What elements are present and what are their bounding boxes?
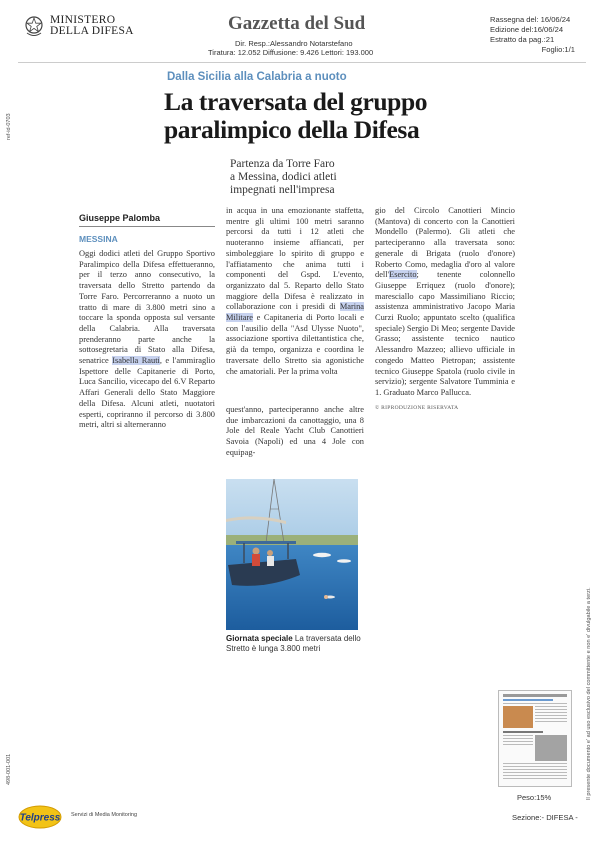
article-dateline: MESSINA <box>79 234 118 244</box>
peso-label: Peso:15% <box>517 793 552 802</box>
ministry-line-2: DELLA DIFESA <box>50 25 134 37</box>
side-code-bottom: 498-001-001 <box>6 753 12 785</box>
page-thumbnail <box>498 690 572 787</box>
highlight-marina-militare: Marina Militare <box>226 302 364 323</box>
copyright-note: © RIPRODUZIONE RISERVATA <box>375 404 459 411</box>
col2-text-a: in acqua in una emozionante staffetta, mentre gli ultimi 100 metri saranno percorsi da tutti i 12 atleti che nuoteranno insieme affiancati, per simboleggiare lo spirito di gruppo e l'affiatamento che anima tutti i componenti del Gspd. L'evento, organizzato dal 5. Reparto dello Stato maggiore della Difesa è realizzato in collaborazione con i presidi di <box>226 206 364 312</box>
headline-line-2: paralimpico della Difesa <box>164 115 420 144</box>
sezione-label: Sezione:- DIFESA - <box>512 813 578 822</box>
article-author: Giuseppe Palomba <box>79 213 161 223</box>
foglio-count: Foglio:1/1 <box>541 45 575 54</box>
servizi-label: Servizi di Media Monitoring <box>71 812 138 818</box>
highlight-isabella-rauti: Isabella Rauti <box>112 356 160 366</box>
ministry-line-1: MINISTERO <box>50 14 116 26</box>
col1-text-b: , e l'ammiraglio Ispettore delle Capitanerie di Porto, Luca Sancilio, vicecapo del 6.V Reparto Affari Generali dello Stato Maggiore della Difesa. Alcuni atleti, nuotatori esperti, copriranno il percorso di 3.800 metri, altri si alterneranno <box>79 356 216 430</box>
col2-text-c: quest'anno, parteciperanno anche altre due imbarcazioni da canottaggio, una 8 Jole del Reale Yacht Club Canottieri Savoia (Napoli) ed una 4 Jole con equipag- <box>226 405 364 457</box>
photo-caption <box>226 634 366 654</box>
svg-text:Telpress: Telpress <box>19 812 61 824</box>
press-review-info <box>490 15 575 55</box>
direttore-line: Dir. Resp.:Alessandro Notarstefano <box>235 39 353 48</box>
newspaper-title: Gazzetta del Sud <box>228 13 366 34</box>
rassegna-date: Rassegna del: 16/06/24 <box>490 15 571 24</box>
subhead-line-2: a Messina, dodici atleti <box>230 171 337 183</box>
author-divider <box>79 226 215 227</box>
col2-text-b: e Capitaneria di Porto locali e con l'ausilio della "Asd Ulysse Nuoto", associazione sportiva dilettantistica che, già da tempo, organizza e coordina le traversate dello Stretto sia agonistiche che amatoriali. Per la prima volta <box>226 313 364 376</box>
estratto-page: Estratto da pag.:21 <box>490 35 555 44</box>
col3-text-a: gio del Circolo Canottieri Mincio (Mantova) di concerto con la Canottieri Mondello (Palermo). Gli atleti che parteciperanno alla traversata sono: generale di Brigata (ruolo d'onore) Roberto Como, medaglia d'oro al valore dell' <box>375 206 515 280</box>
highlight-esercito: Esercito <box>389 270 417 280</box>
headline-line-1: La traversata del gruppo <box>164 87 428 116</box>
article-column-2 <box>226 206 364 377</box>
article-column-3 <box>375 206 515 413</box>
header-divider <box>18 62 586 63</box>
subhead-line-3: impegnati nell'impresa <box>230 184 335 196</box>
article-headline <box>164 88 427 144</box>
caption-text: La traversata dello Stretto è lunga 3.800 metri <box>226 634 361 653</box>
article-column-2-continued <box>226 405 364 459</box>
tiratura-line: Tiratura: 12.052 Diffusione: 9.426 Lettori: 193.000 <box>208 48 374 57</box>
edizione-date: Edizione del:16/06/24 <box>490 25 564 34</box>
subhead-line-1: Partenza da Torre Faro <box>230 158 335 170</box>
disclaimer-vertical: Il presente documento e' ad uso esclusivo del committente e non e' divulgabile a terzi. <box>586 587 592 800</box>
article-photo <box>226 479 358 630</box>
article-kicker: Dalla Sicilia alla Calabria a nuoto <box>167 71 347 83</box>
side-code-top: ref-id-0703 <box>6 113 12 140</box>
caption-bold: Giornata speciale <box>226 634 293 643</box>
ministry-name <box>50 15 134 37</box>
article-column-1 <box>79 249 215 431</box>
article-subhead <box>230 158 337 197</box>
col3-text-b: ; tenente colonnello Giuseppe Erriquez (ruolo d'onore); maresciallo capo Massimiliano Riccio; assistenza amministrativo Jacopo Maria Curzi Ruolo; appuntato scelto (qualifica speciale) Sergio Di Meo; sergente Davide Grasso; assistente tecnico nautico Alessandro Mazzeo; allievo ufficiale in congedo Matteo Pietropan; assistente tecnico Giuseppe Spatola (ruolo civile in servizio); sergente Salvatore Tumminia e 1. Graduato Marco Pallucca. <box>375 270 515 397</box>
republic-emblem-icon <box>24 14 44 38</box>
telpress-logo-icon <box>18 804 62 830</box>
col1-text-a: Oggi dodici atleti del Gruppo Sportivo Paralimpico della Difesa effettueranno, per il terzo anno consecutivo, la traversata dello Stretto partendo da Torre Faro. Percorreranno a nuoto un tratto di mare di 3.800 metri sino a toccare la sponda opposta sul versante della Calabria. Alla traversata prenderanno parte anche la sottosegretaria di Stato alla Difesa, senatrice <box>79 249 215 366</box>
